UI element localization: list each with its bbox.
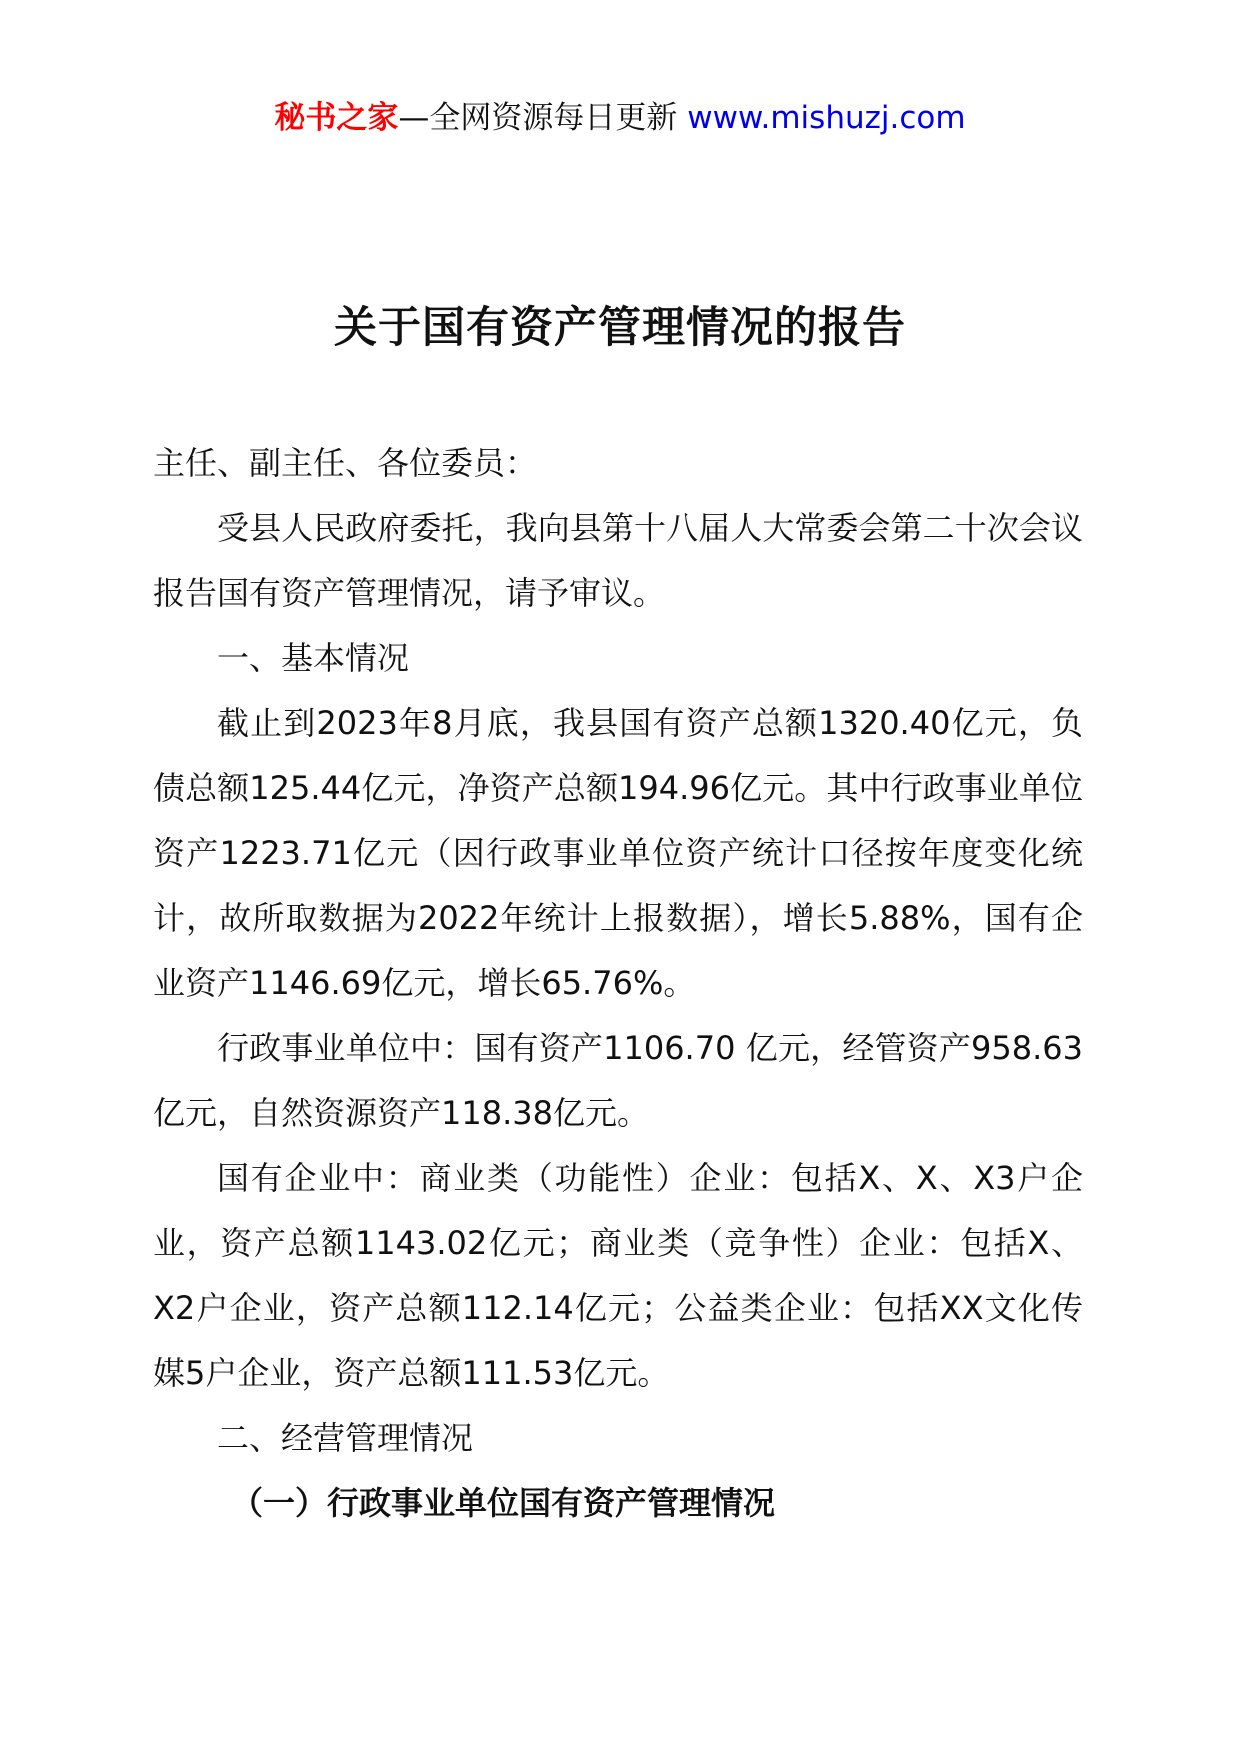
intro-paragraph: 受县人民政府委托，我向县第十八届人大常委会第二十次会议报告国有资产管理情况，请予审议。 (153, 509, 1083, 612)
state-enterprises-paragraph: 国有企业中：商业类（功能性）企业：包括X、X、X3户企业，资产总额1143.02亿元；商业类（竞争性）企业：包括X、X2户企业，资产总额112.14亿元；公益类企业：包括XX文化传媒5户企业，资产总额111.53亿元。 (153, 1159, 1083, 1392)
asset-totals-paragraph: 截止到2023年8月底，我县国有资产总额1320.40亿元，负债总额125.44亿元，净资产总额194.96亿元。其中行政事业单位资产1223.71亿元（因行政事业单位资产统计口径按年度变化统计，故所取数据为2022年统计上报数据），增长5.88%，国有企业资产1146.69亿元，增长65.76%。 (153, 704, 1083, 1002)
section-heading-basic: 一、基本情况 (217, 639, 410, 677)
salutation: 主任、副主任、各位委员： (153, 444, 538, 482)
document-title: 关于国有资产管理情况的报告 (334, 303, 906, 353)
sub-heading-administrative: （一）行政事业单位国有资产管理情况 (231, 1484, 776, 1522)
site-url-link[interactable]: www.mishuzj.com (687, 100, 966, 136)
administrative-assets-paragraph: 行政事业单位中：国有资产1106.70 亿元，经管资产958.63亿元，自然资源资产118.38亿元。 (153, 1029, 1083, 1132)
site-brand: 秘书之家 (274, 100, 399, 136)
section-heading-management: 二、经营管理情况 (217, 1419, 474, 1457)
site-header (0, 98, 1240, 138)
document-body (153, 431, 1083, 1536)
site-slogan: —全网资源每日更新 (398, 100, 688, 136)
